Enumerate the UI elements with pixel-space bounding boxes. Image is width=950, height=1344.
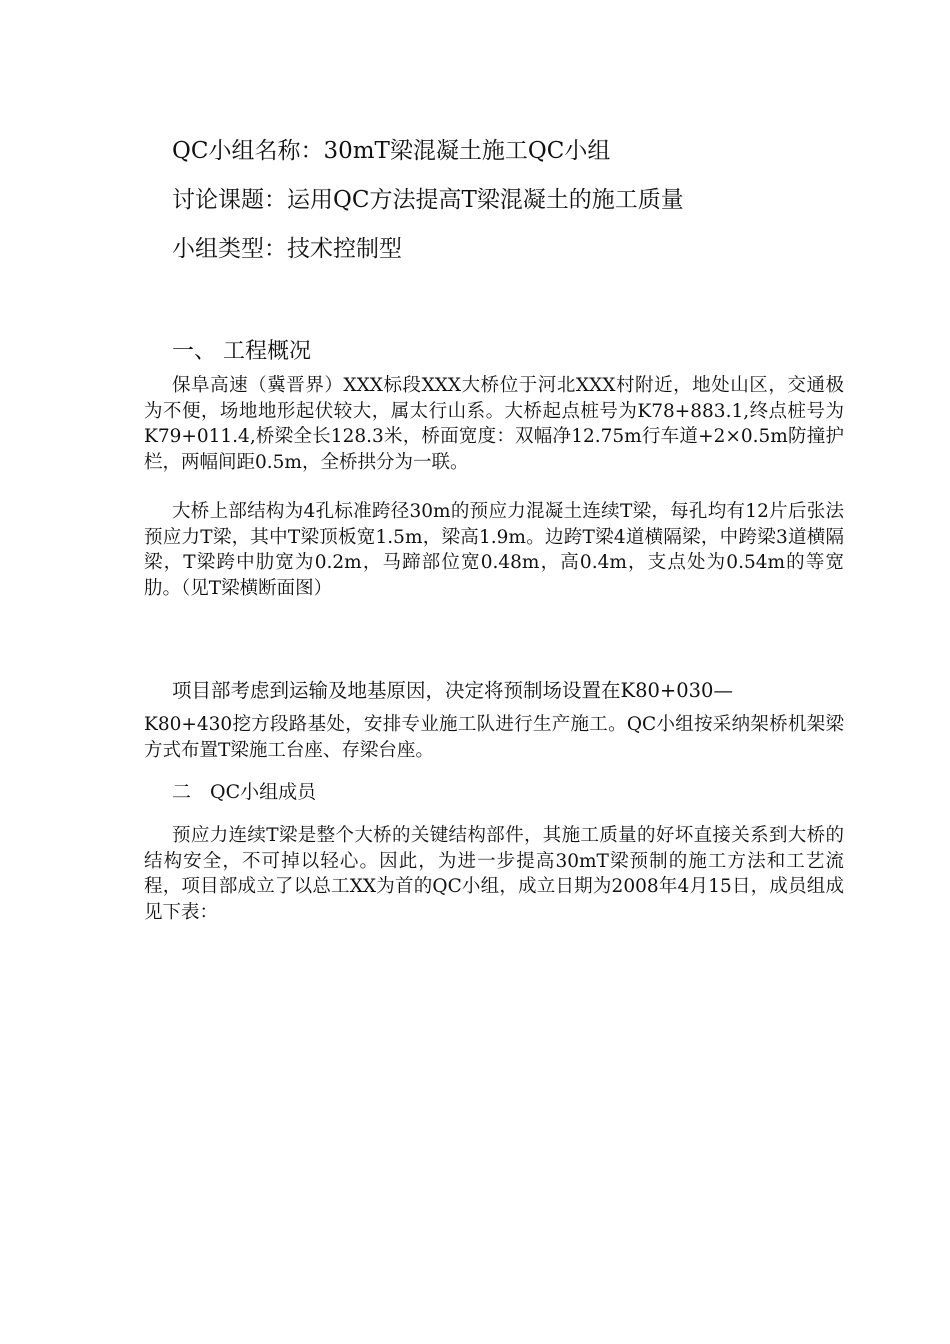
members-paragraph: 预应力连续T梁是整个大桥的关键结构部件，其施工质量的好坏直接关系到大桥的结构安全，不可掉以轻心。因此，为进一步提高30mT梁预制的施工方法和工艺流程，项目部成立了以总工XX为首的QC小组，成立日期为2008年4月15日，成员组成见下表：: [144, 825, 844, 923]
section-title-project-overview: 一、 工程概况: [172, 339, 311, 364]
overview-paragraph-2: 大桥上部结构为4孔标准跨径30m的预应力混凝土连续T梁，每孔均有12片后张法预应力T梁，其中T梁顶板宽1.5m，梁高1.9m。边跨T梁4道横隔梁，中跨梁3道横隔梁，T梁跨中肋宽为0.2m，马蹄部位宽0.48m，高0.4m，支点处为0.54m的等宽肋。（见T梁横断面图）: [144, 501, 844, 599]
discussion-topic: 讨论课题：运用QC方法提高T梁混凝土的施工质量: [172, 187, 684, 213]
qc-group-name: QC小组名称：30mT梁混凝土施工QC小组: [172, 138, 611, 164]
overview-paragraph-3-rest: K80+430挖方段路基处，安排专业施工队进行生产施工。QC小组按采纳架桥机架梁方式布置T梁施工台座、存梁台座。: [144, 714, 844, 761]
overview-paragraph-3-line1: 项目部考虑到运输及地基原因，决定将预制场设置在K80+030—: [172, 679, 733, 702]
section-title-qc-members: 二 QC小组成员: [172, 781, 317, 803]
overview-paragraph-1: 保阜高速（冀晋界）XXX标段XXX大桥位于河北XXX村附近，地处山区，交通极为不便，场地地形起伏较大，属太行山系。大桥起点桩号为K78+883.1,终点桩号为K79+011.4,桥梁全长128.3米，桥面宽度：双幅净12.75m行车道+2×0.5m防撞护栏，两幅间距0.5m，全桥拱分为一联。: [144, 375, 844, 473]
group-type: 小组类型：技术控制型: [172, 236, 402, 262]
